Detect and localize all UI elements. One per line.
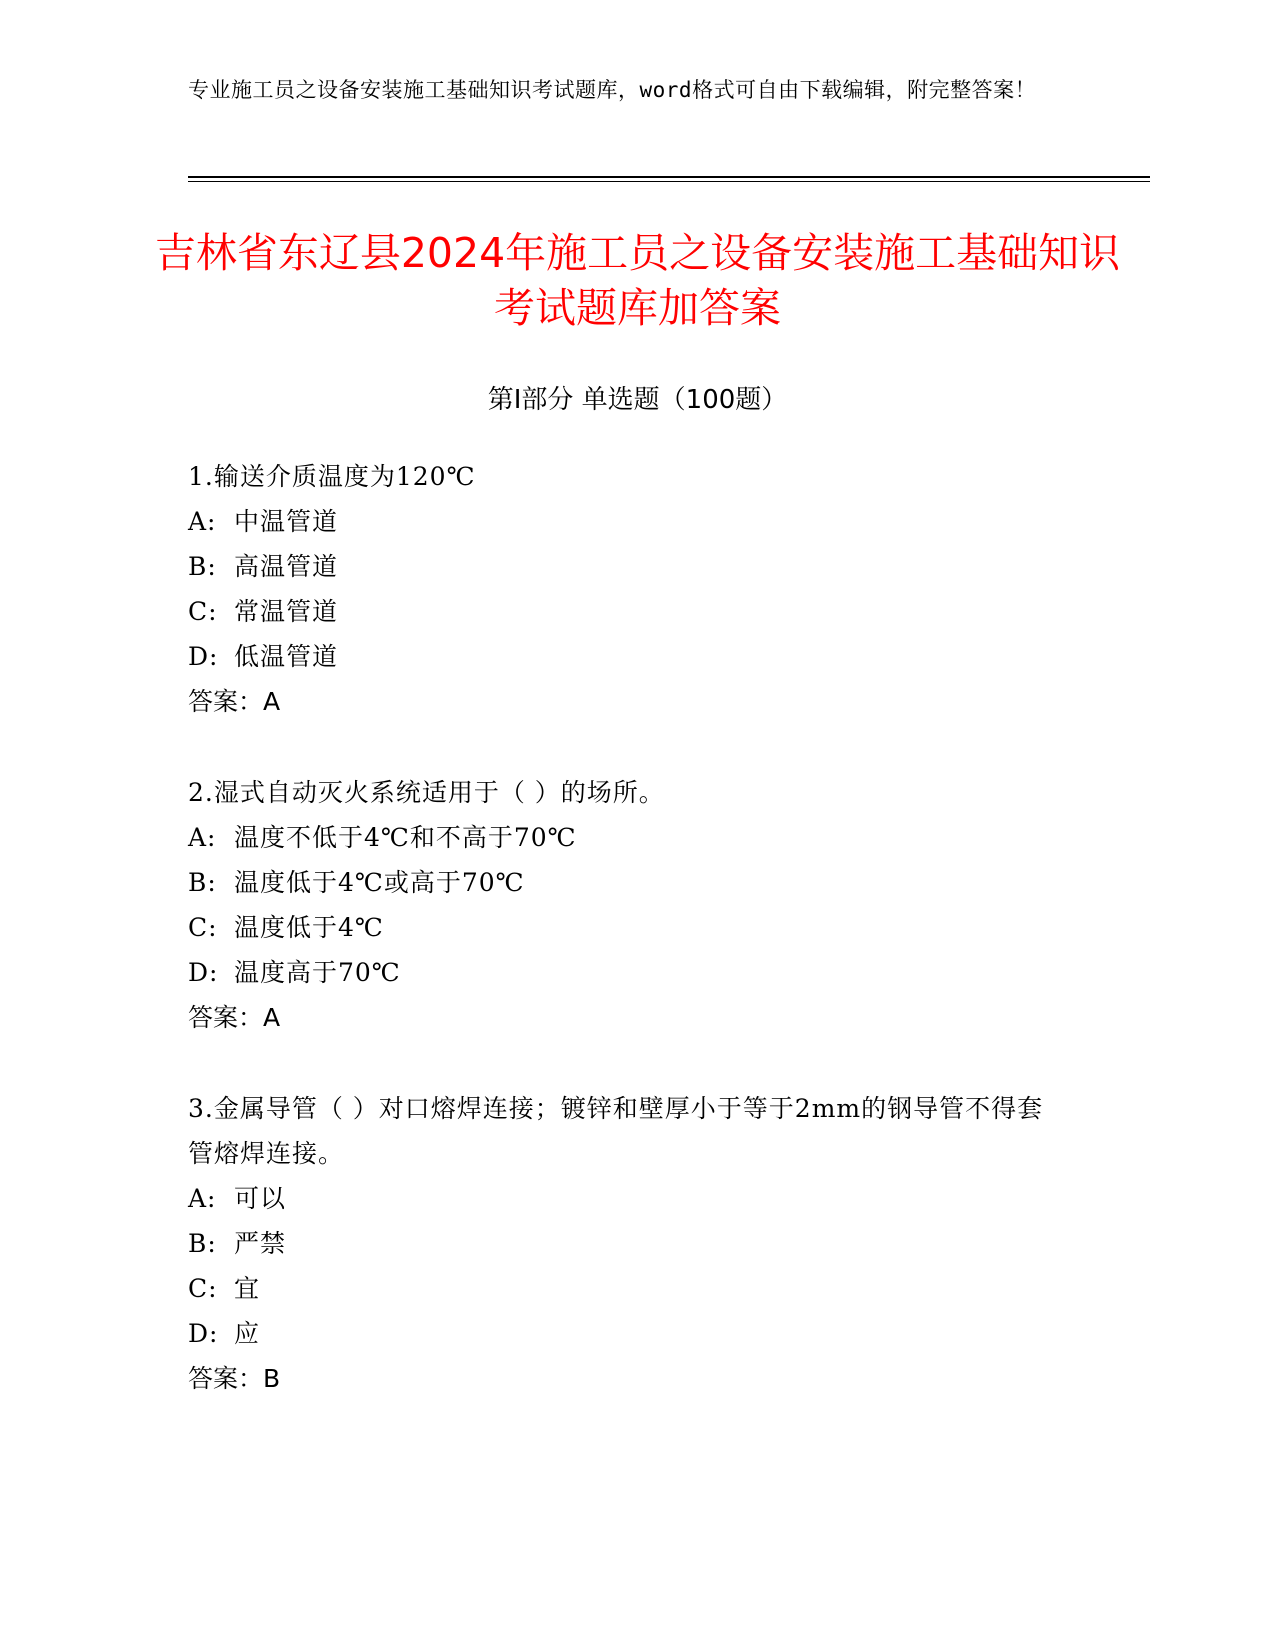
header-note: 专业施工员之设备安装施工基础知识考试题库，word格式可自由下载编辑，附完整答案！ [188, 78, 1037, 102]
option-letter: A: [188, 823, 217, 852]
option-b [188, 860, 1068, 905]
answer-line: 答案：A [188, 1003, 281, 1032]
option-text: 高温管道 [234, 552, 339, 581]
option-text: 中温管道 [234, 507, 339, 536]
question-1 [188, 454, 1068, 724]
option-a [188, 1176, 1068, 1221]
header-divider-thick [188, 176, 1150, 178]
question-stem: 3.金属导管（ ）对口熔焊连接；镀锌和壁厚小于等于2mm的钢导管不得套管熔焊连接。 [188, 1094, 1044, 1168]
option-c [188, 1266, 1068, 1311]
option-letter: B: [188, 868, 217, 897]
option-text: 低温管道 [234, 642, 339, 671]
option-c [188, 905, 1068, 950]
option-a [188, 499, 1068, 544]
option-text: 应 [234, 1319, 261, 1348]
answer-line: 答案：A [188, 687, 281, 716]
option-d [188, 1311, 1068, 1356]
option-c [188, 589, 1068, 634]
question-stem: 2.湿式自动灭火系统适用于（ ）的场所。 [188, 778, 665, 807]
header-divider-thin [188, 181, 1150, 182]
section-title: 第Ⅰ部分 单选题（100题） [487, 385, 788, 415]
option-text: 可以 [234, 1184, 287, 1213]
option-letter: A: [188, 507, 217, 536]
option-text: 温度低于4℃或高于70℃ [234, 868, 525, 897]
option-d [188, 950, 1068, 995]
question-2 [188, 770, 1068, 1040]
option-letter: C: [188, 597, 218, 626]
question-3 [188, 1086, 1068, 1401]
option-text: 常温管道 [234, 597, 339, 626]
option-letter: C: [188, 913, 218, 942]
option-b [188, 544, 1068, 589]
option-letter: C: [188, 1274, 218, 1303]
option-letter: D: [188, 1319, 219, 1348]
option-text: 温度低于4℃ [234, 913, 384, 942]
option-letter: B: [188, 1229, 217, 1258]
answer-line: 答案：B [188, 1364, 281, 1393]
document-title: 吉林省东辽县2024年施工员之设备安装施工基础知识考试题库加答案 [154, 229, 1121, 332]
option-letter: A: [188, 1184, 217, 1213]
option-text: 温度高于70℃ [234, 958, 401, 987]
option-letter: D: [188, 958, 219, 987]
option-text: 温度不低于4℃和不高于70℃ [234, 823, 577, 852]
option-b [188, 1221, 1068, 1266]
option-text: 严禁 [234, 1229, 287, 1258]
option-text: 宜 [234, 1274, 261, 1303]
option-d [188, 634, 1068, 679]
question-stem: 1.输送介质温度为120℃ [188, 462, 476, 491]
option-letter: D: [188, 642, 219, 671]
option-letter: B: [188, 552, 217, 581]
option-a [188, 815, 1068, 860]
